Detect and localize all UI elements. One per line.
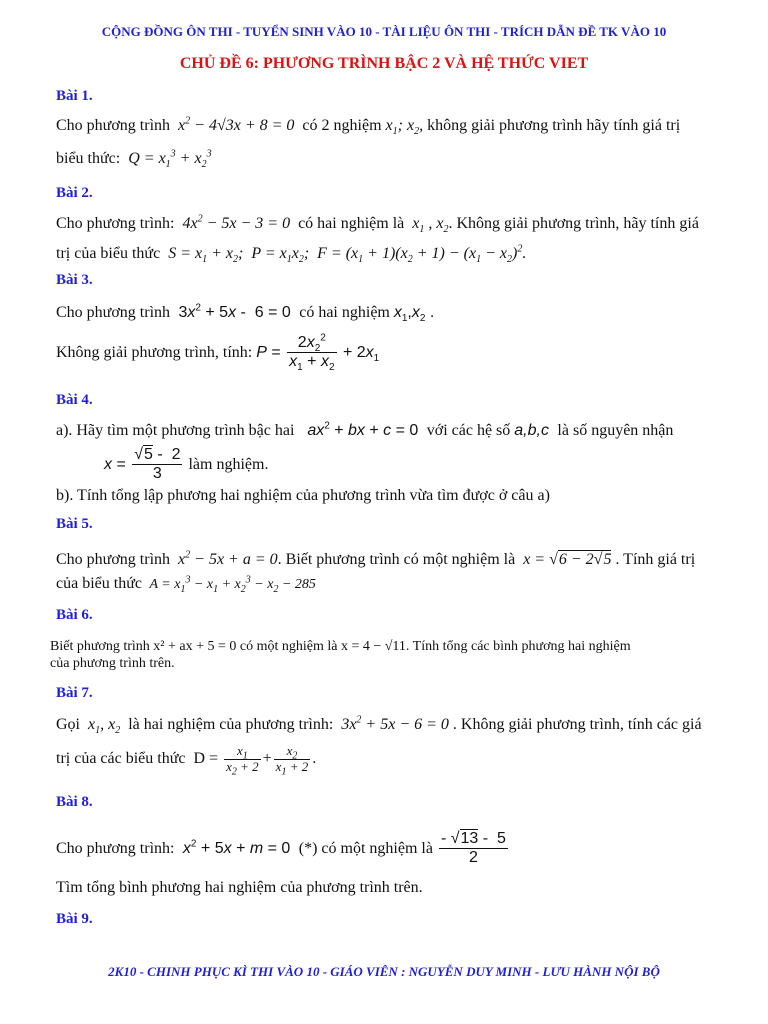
problem-1-label: Bài 1. xyxy=(56,88,93,104)
problem-4-line-3: b). Tính tổng lập phương hai nghiệm của phương trình vừa tìm được ở câu a) xyxy=(56,487,550,504)
equation-2: $4x^2 - 5x - 3 = 0$ xyxy=(178,213,295,232)
problem-8-line-2: Tìm tổng bình phương hai nghiệm của phương trình trên. xyxy=(56,879,423,896)
problem-1-line-2: biểu thức: $Q = x_1^3 + x_2^3$ xyxy=(56,148,212,171)
problem-6-line-1: Biết phương trình x² + ax + 5 = 0 có một nghiệm là x = 4 − √11. Tính tổng các bình phương hai nghiệm xyxy=(50,639,631,654)
equation-3: $3x^2 + 5x - 6 = 0$ xyxy=(174,302,296,321)
problem-3-line-1: Cho phương trình $3x^2 + 5x - 6 = 0$ có hai nghiệm $x_1,x_2$ . xyxy=(56,302,435,325)
roots-2: $x_1$ , $x_2$ xyxy=(408,215,449,236)
problem-1-line-1: Cho phương trình $x^2 - 4√3x + 8 = 0$ có 2 nghiệm $x_1$; $x_2$, không giải phương trình hãy tính giá trị xyxy=(56,115,681,138)
roots-7: $x_1$, $x_2$ xyxy=(84,716,121,737)
problem-4-line-2: x = $\frac{√5 - 2}{3}$ làm nghiệm. xyxy=(104,446,269,483)
coefficients: a,b,c xyxy=(514,422,549,439)
expressions-spf: $S = x_1 + x_2$; $P = x_1x_2$; $F = (x_1 + 1)(x_2 + 1) - (x_1 - x_2)^2$. xyxy=(164,243,527,266)
problem-3-line-2: Không giải phương trình, tính: P = $\frac{2x_2^2}{x_1 + x_2}$ + $2x_1$ xyxy=(56,332,380,374)
equation-5: $x^2 - 5x + a = 0$ xyxy=(174,549,278,568)
problem-7-line-2: trị của các biểu thức D = $\frac{x_1}{x_2 + 2}$ + $\frac{x_2}{x_1 + 2}$ . xyxy=(56,743,317,778)
equation-1: $x^2 - 4√3x + 8 = 0$ xyxy=(174,115,299,134)
page-footer: 2K10 - CHINH PHỤC KÌ THI VÀO 10 - GIÁO VIÊN : NGUYỄN DUY MINH - LƯU HÀNH NỘI BỘ xyxy=(108,964,660,979)
expression-d: D = $\frac{x_1}{x_2 + 2}$ + $\frac{x_2}{x_1 + 2}$ . xyxy=(189,743,317,778)
problem-3-label: Bài 3. xyxy=(56,272,93,288)
expression-a: $A = x_1^3 - x_1 + x_2^3 - x_2 - 285$ xyxy=(145,574,316,595)
page-title: CHỦ ĐỀ 6: PHƯƠNG TRÌNH BẬC 2 VÀ HỆ THỨC VIET xyxy=(179,55,589,72)
root-5: x = √6 − 2√5 xyxy=(519,551,612,568)
problem-8-line-1: Cho phương trình: $x^2 + 5x + m = 0$ (*) có một nghiệm là $\frac{- √13 - 5}{2}$ xyxy=(56,830,510,868)
roots-1: $x_1$; $x_2$, xyxy=(385,117,424,138)
equation-8: $x^2 + 5x + m = 0$ xyxy=(182,838,295,858)
equation-4: $ax^2$ + bx + c = 0 xyxy=(307,420,423,439)
problem-7-line-1: Gọi $x_1$, $x_2$ là hai nghiệm của phương trình: $3x^2 + 5x - 6 = 0$ . Không giải phương trình, tính các giá xyxy=(56,714,702,737)
root-4: x = $\frac{√5 - 2}{3}$ xyxy=(104,446,181,483)
problem-2-line-2: trị của biểu thức $S = x_1 + x_2$; $P = x_1x_2$; $F = (x_1 + 1)(x_2 + 1) - (x_1 - x_2)^2$. xyxy=(56,243,527,266)
problem-7-label: Bài 7. xyxy=(56,685,93,701)
problem-6-label: Bài 6. xyxy=(56,607,93,623)
problem-4-label: Bài 4. xyxy=(56,392,93,408)
problem-5-line-1: Cho phương trình $x^2 - 5x + a = 0$. Biết phương trình có một nghiệm là x = √6 − 2√5 . Tính giá trị xyxy=(56,549,696,568)
equation-7: $3x^2 + 5x - 6 = 0$ xyxy=(337,714,449,733)
problem-6-line-2: của phương trình trên. xyxy=(50,656,175,671)
problem-2-line-1: Cho phương trình: $4x^2 - 5x - 3 = 0$ có hai nghiệm là $x_1$ , $x_2$. Không giải phương trình, hãy tính giá xyxy=(56,213,699,236)
page-header: CỘNG ĐỒNG ÔN THI - TUYỂN SINH VÀO 10 - TÀI LIỆU ÔN THI - TRÍCH DẪN ĐỀ TK VÀO 10 xyxy=(101,24,667,39)
problem-2-label: Bài 2. xyxy=(56,185,93,201)
problem-5-line-2: của biểu thức $A = x_1^3 - x_1 + x_2^3 - x_2 - 285$ xyxy=(56,574,316,595)
problem-9-label: Bài 9. xyxy=(56,911,93,927)
expression-q: $Q = x_1^3 + x_2^3$ xyxy=(124,148,212,171)
problem-5-label: Bài 5. xyxy=(56,516,93,532)
roots-3: $x_1,x_2$ . xyxy=(393,304,435,325)
expression-p: P = $\frac{2x_2^2}{x_1 + x_2}$ + $2x_1$ xyxy=(256,332,380,374)
problem-4-line-1: a). Hãy tìm một phương trình bậc hai $ax^2$ + bx + c = 0 với các hệ số a,b,c là số nguyên nhận xyxy=(56,420,674,439)
problem-8-label: Bài 8. xyxy=(56,794,93,810)
root-8: $\frac{- √13 - 5}{2}$ xyxy=(440,830,506,867)
